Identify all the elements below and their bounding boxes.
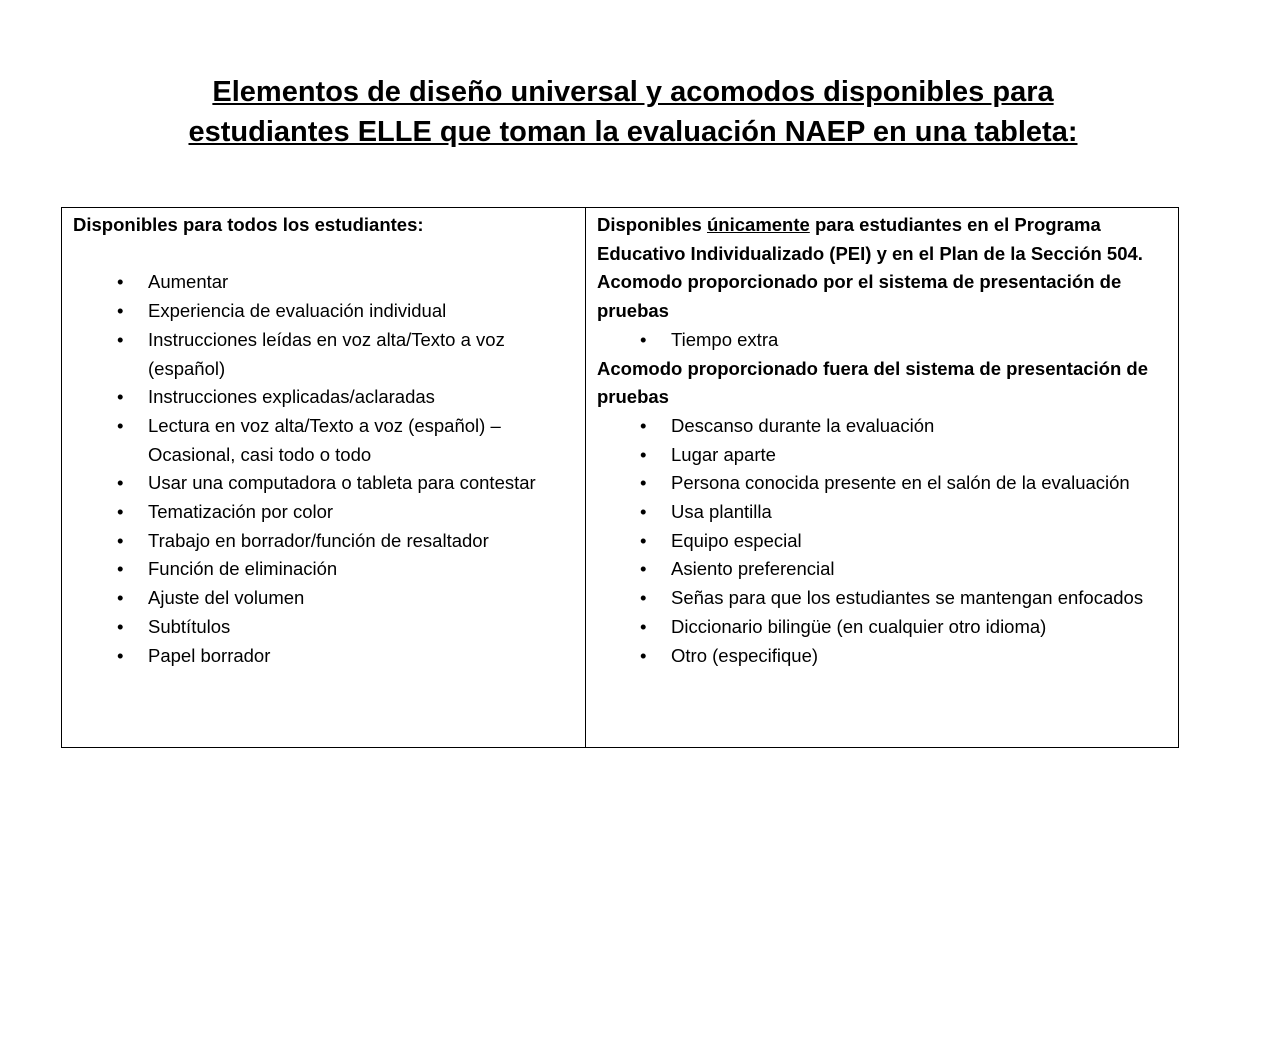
list-item	[640, 642, 1168, 671]
bullet-icon: •	[117, 386, 124, 408]
list-item-text: Instrucciones explicadas/aclaradas	[148, 386, 435, 408]
list-item-text: Usar una computadora o tableta para contestar	[148, 472, 536, 494]
list-item	[117, 555, 575, 584]
header-text: Disponibles	[597, 214, 707, 235]
bullet-icon: •	[117, 271, 124, 293]
list-item	[117, 527, 575, 556]
list-item-text: Experiencia de evaluación individual	[148, 300, 447, 322]
iep-504-header	[597, 211, 1168, 268]
bullet-icon: •	[640, 529, 647, 551]
outside-system-list	[597, 412, 1168, 670]
bullet-icon: •	[117, 300, 124, 322]
title-line-1: Elementos de diseño universal y acomodos disponibles para	[212, 76, 1054, 108]
list-item-text: Lugar aparte	[671, 443, 776, 465]
bullet-icon: •	[117, 644, 124, 666]
bullet-icon: •	[117, 558, 124, 580]
bullet-icon: •	[117, 501, 124, 523]
list-item-text: Tematización por color	[148, 501, 334, 523]
bullet-icon: •	[640, 443, 647, 465]
list-item	[117, 297, 575, 326]
list-item-text: Asiento preferencial	[671, 558, 835, 580]
bullet-icon: •	[117, 328, 124, 350]
list-item	[640, 613, 1168, 642]
list-item-text: Tiempo extra	[671, 328, 779, 350]
list-item-text: Instrucciones leídas en voz alta/Texto a voz (español)	[148, 328, 505, 379]
list-item-text: Aumentar	[148, 271, 229, 293]
list-item	[640, 441, 1168, 470]
list-item	[640, 469, 1168, 498]
bullet-icon: •	[640, 644, 647, 666]
list-item-text: Descanso durante la evaluación	[671, 414, 935, 436]
bullet-icon: •	[117, 615, 124, 637]
bullet-icon: •	[117, 414, 124, 436]
list-item-text: Persona conocida presente en el salón de la evaluación	[671, 472, 1130, 494]
bullet-icon: •	[117, 529, 124, 551]
list-item	[117, 613, 575, 642]
list-item	[640, 555, 1168, 584]
list-item-text: Función de eliminación	[148, 558, 338, 580]
list-item	[640, 412, 1168, 441]
list-item	[117, 584, 575, 613]
list-item-text: Señas para que los estudiantes se mantengan enfocados	[671, 587, 1144, 609]
bullet-icon: •	[640, 558, 647, 580]
list-item-text: Equipo especial	[671, 529, 802, 551]
bullet-icon: •	[640, 501, 647, 523]
section-header-outside-system: Acomodo proporcionado fuera del sistema de presentación de pruebas	[597, 357, 1148, 408]
in-system-list	[597, 326, 1168, 355]
list-item	[117, 268, 575, 297]
list-item	[640, 498, 1168, 527]
iep-504-column	[586, 208, 1178, 747]
bullet-icon: •	[640, 328, 647, 350]
bullet-icon: •	[117, 472, 124, 494]
bullet-icon: •	[640, 587, 647, 609]
bullet-icon: •	[640, 414, 647, 436]
list-item-text: Trabajo en borrador/función de resaltador	[148, 529, 489, 551]
accommodations-table	[61, 207, 1179, 748]
list-item-text: Ajuste del volumen	[148, 587, 305, 609]
list-item	[117, 412, 575, 469]
header-emphasis: únicamente	[707, 214, 810, 235]
bullet-icon: •	[117, 587, 124, 609]
section-header-in-system: Acomodo proporcionado por el sistema de presentación de pruebas	[597, 271, 1122, 322]
header-text: para estudiantes en el Programa Educativo Individualizado (PEI) y en el Plan de la Sección 504.	[597, 214, 1143, 264]
list-item-text: Usa plantilla	[671, 501, 772, 523]
bullet-icon: •	[640, 615, 647, 637]
title-line-2: estudiantes ELLE que toman la evaluación NAEP en una tableta:	[188, 116, 1078, 148]
list-item-text: Diccionario bilingüe (en cualquier otro idioma)	[671, 615, 1047, 637]
list-item	[117, 469, 575, 498]
list-item	[640, 584, 1168, 613]
list-item-text: Lectura en voz alta/Texto a voz (español) – Ocasional, casi todo o todo	[148, 414, 501, 465]
list-item-text: Subtítulos	[148, 615, 231, 637]
all-students-column	[62, 208, 586, 747]
all-students-header: Disponibles para todos los estudiantes:	[73, 214, 424, 235]
list-item-text: Papel borrador	[148, 644, 271, 666]
bullet-icon: •	[640, 472, 647, 494]
list-item	[117, 642, 575, 671]
list-item	[117, 498, 575, 527]
list-item	[640, 527, 1168, 556]
list-item	[117, 383, 575, 412]
document-title	[0, 72, 1266, 152]
list-item	[640, 326, 1168, 355]
all-students-list	[73, 268, 575, 670]
list-item	[117, 326, 575, 383]
list-item-text: Otro (especifique)	[671, 644, 819, 666]
